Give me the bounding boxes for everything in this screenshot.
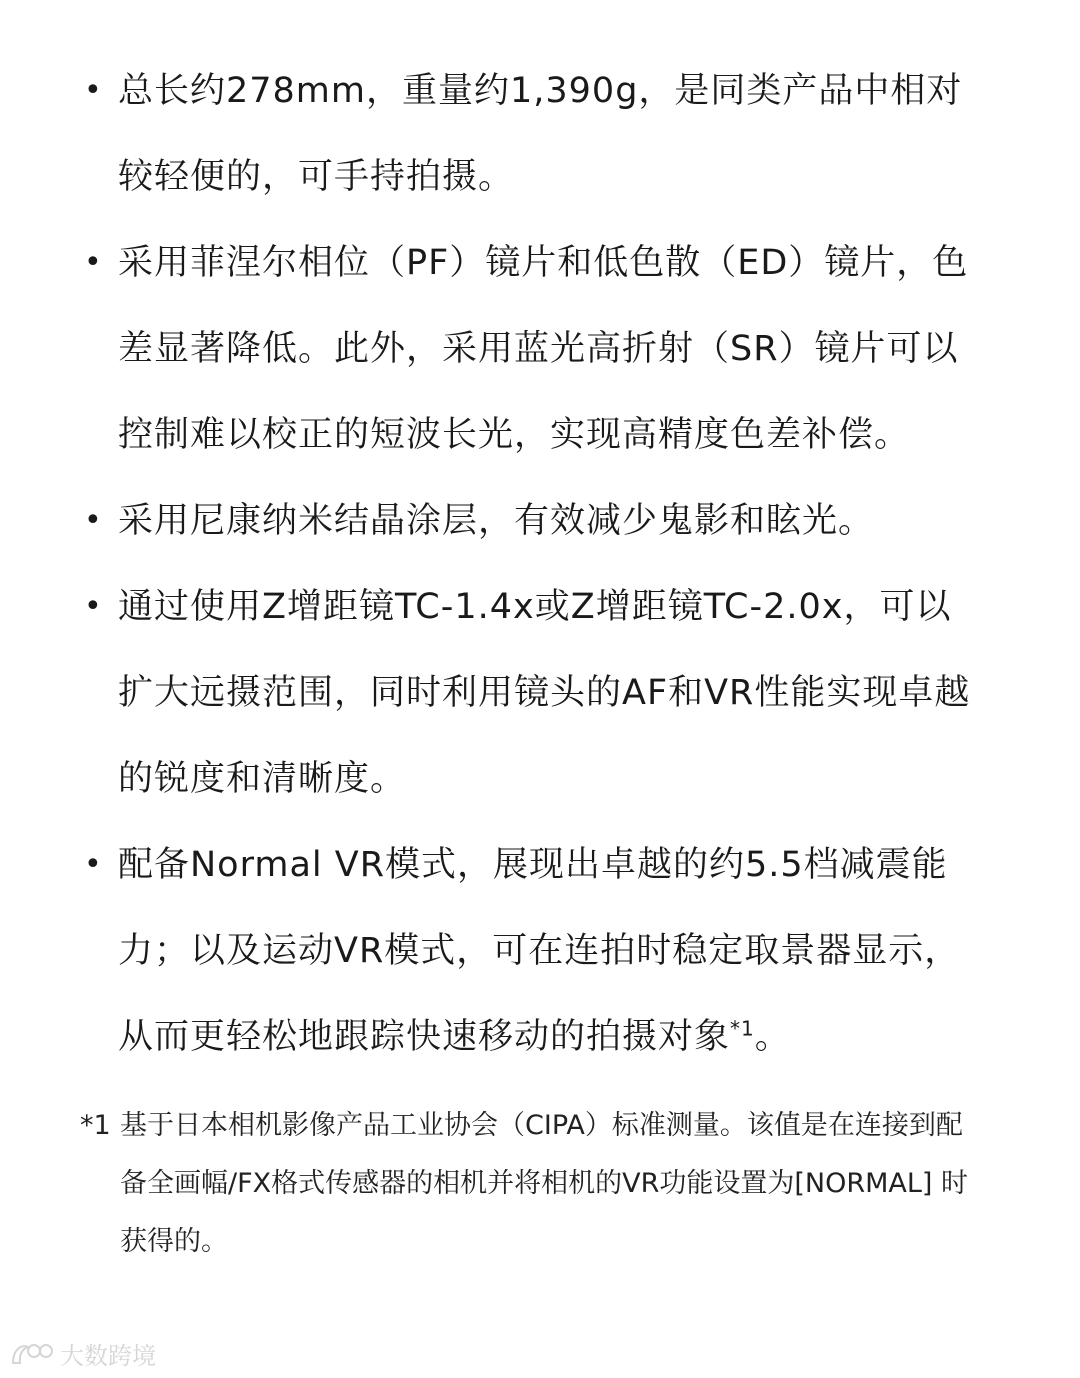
footnote-text: 基于日本相机影像产品工业协会（CIPA）标准测量。该值是在连接到配备全画幅/FX格式传感器的相机并将相机的VR功能设置为[NORMAL] 时获得的。 — [120, 1110, 969, 1257]
bullet-text: 总长约278mm，重量约1,390g，是同类产品中相对较轻便的，可手持拍摄。 — [118, 71, 963, 197]
brand-logo-icon — [10, 1341, 54, 1367]
bullet-item-weight — [82, 48, 982, 220]
bullet-dot: • — [84, 847, 103, 882]
bullet-text: 采用菲涅尔相位（PF）镜片和低色散（ED）镜片，色差显著降低。此外，采用蓝光高折射（SR）镜片可以控制难以校正的短波长光，实现高精度色差补偿。 — [118, 243, 969, 455]
bullet-item-teleconverter — [82, 564, 982, 822]
bullet-item-coating — [82, 478, 982, 564]
footnote — [80, 1097, 980, 1271]
bullet-dot: • — [84, 503, 103, 538]
bullet-text — [118, 822, 982, 1080]
bullet-dot: • — [84, 589, 103, 624]
bullet-text: 通过使用Z增距镜TC-1.4x或Z增距镜TC-2.0x，可以扩大远摄范围，同时利用镜头的AF和VR性能实现卓越的锐度和清晰度。 — [118, 587, 971, 799]
bullet-item-vr-mode — [82, 822, 982, 1080]
bullet-dot: • — [84, 73, 103, 108]
bullet-text-main: 配备Normal VR模式，展现出卓越的约5.5档减震能力；以及运动VR模式，可在连拍时稳定取景器显示，从而更轻松地跟踪快速移动的拍摄对象 — [118, 845, 961, 1057]
footnote-marker: *1 — [80, 1110, 111, 1141]
bullet-item-lens-elements — [82, 220, 982, 478]
watermark — [10, 1336, 156, 1371]
footnote-reference: *1 — [730, 1016, 755, 1041]
bullet-text: 采用尼康纳米结晶涂层，有效减少鬼影和眩光。 — [118, 501, 875, 541]
bullet-dot: • — [84, 245, 103, 280]
bullet-text-tail: 。 — [754, 1017, 791, 1057]
watermark-text: 大数跨境 — [60, 1342, 156, 1370]
feature-bullet-list — [82, 48, 982, 1080]
